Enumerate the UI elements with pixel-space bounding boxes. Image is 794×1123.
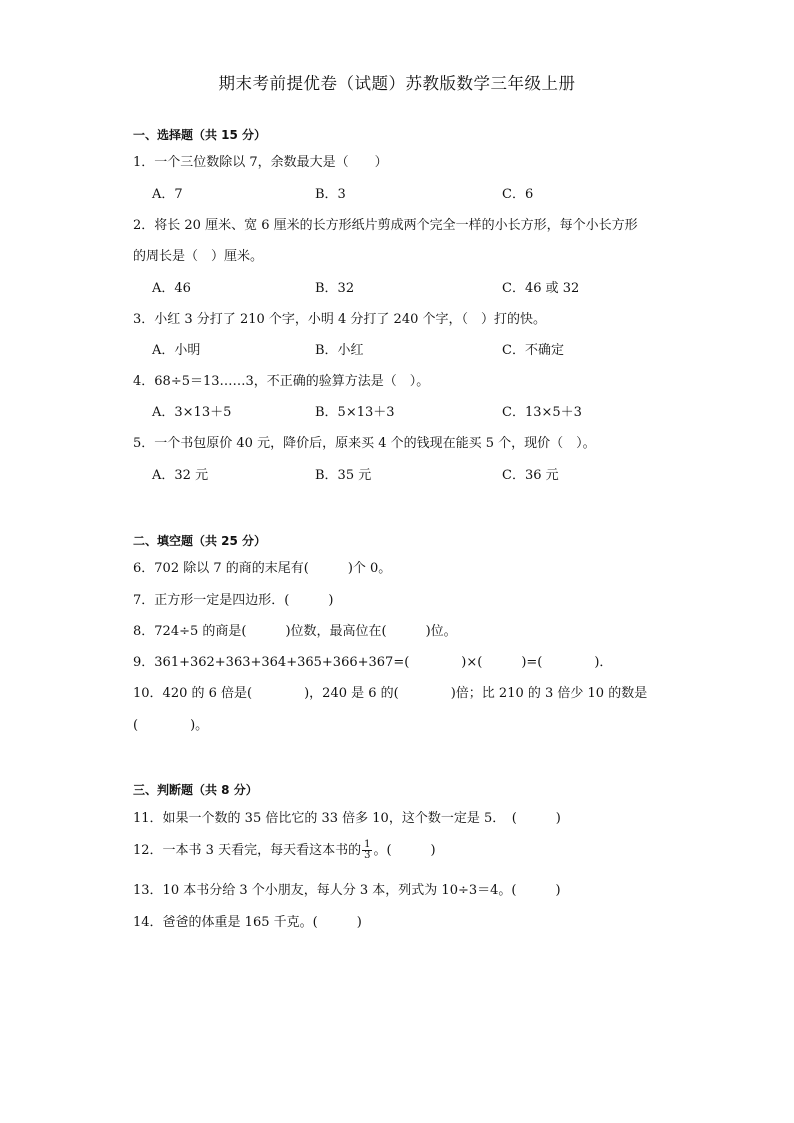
- q5-option-a: A．32 元: [152, 468, 209, 483]
- q3-option-c: C．不确定: [502, 343, 564, 358]
- question-12: [133, 839, 436, 861]
- question-13: 13．10 本书分给 3 个小朋友，每人分 3 本，列式为 10÷3＝4。( ): [133, 883, 561, 898]
- q3-option-a: A．小明: [152, 343, 201, 358]
- q3-option-b: B．小红: [315, 343, 364, 358]
- question-1: 1．一个三位数除以 7，余数最大是（ ）: [133, 155, 388, 170]
- question-4: 4．68÷5＝13……3，不正确的验算方法是（ ）。: [133, 374, 430, 389]
- question-5: 5．一个书包原价 40 元，降价后，原来买 4 个的钱现在能买 5 个，现价（ ）。: [133, 436, 596, 451]
- q1-option-b: B．3: [315, 187, 346, 202]
- question-10-line-1: 10．420 的 6 倍是( )，240 是 6 的( )倍；比 210 的 3 倍少 10 的数是: [133, 686, 648, 701]
- question-8: 8．724÷5 的商是( )位数，最高位在( )位。: [133, 624, 457, 639]
- question-9: 9．361+362+363+364+365+366+367=( )×( )=( )．: [133, 655, 613, 670]
- q12-text-after: 。( ): [373, 843, 436, 858]
- q4-option-c: C．13×5＋3: [502, 405, 582, 420]
- q5-option-c: C．36 元: [502, 468, 559, 483]
- fraction-numerator: 1: [364, 839, 371, 850]
- q2-option-a: A．46: [152, 281, 191, 296]
- section-fill-heading: 二、填空题（共 25 分）: [133, 534, 267, 548]
- q4-option-b: B．5×13＋3: [315, 405, 395, 420]
- question-14: 14．爸爸的体重是 165 千克。( ): [133, 915, 362, 930]
- question-10-line-2: ( )。: [133, 718, 209, 733]
- page-title: 期末考前提优卷（试题）苏教版数学三年级上册: [218, 74, 576, 93]
- question-2-line-2: 的周长是（ ）厘米。: [133, 249, 264, 264]
- q5-option-b: B．35 元: [315, 468, 372, 483]
- q4-option-a: A．3×13＋5: [152, 405, 232, 420]
- question-3: 3．小红 3 分打了 210 个字，小明 4 分打了 240 个字，（ ）打的快。: [133, 312, 546, 327]
- section-choice-heading: 一、选择题（共 15 分）: [133, 128, 267, 142]
- question-2-line-1: 2．将长 20 厘米、宽 6 厘米的长方形纸片剪成两个完全一样的小长方形，每个小长方形: [133, 218, 638, 233]
- q12-text-before: 12．一本书 3 天看完，每天看这本书的: [133, 843, 362, 858]
- question-6: 6．702 除以 7 的商的末尾有( )个 0。: [133, 561, 392, 576]
- q2-option-b: B．32: [315, 281, 355, 296]
- fraction-denominator: 3: [364, 850, 371, 861]
- q2-option-c: C．46 或 32: [502, 281, 580, 296]
- fraction-one-third: [362, 840, 372, 861]
- question-11: 11．如果一个数的 35 倍比它的 33 倍多 10，这个数一定是 5． ( ): [133, 811, 561, 826]
- section-judge-heading: 三、判断题（共 8 分）: [133, 783, 258, 797]
- q1-option-a: A．7: [152, 187, 183, 202]
- q1-option-c: C．6: [502, 187, 534, 202]
- question-7: 7．正方形一定是四边形．( ): [133, 593, 334, 608]
